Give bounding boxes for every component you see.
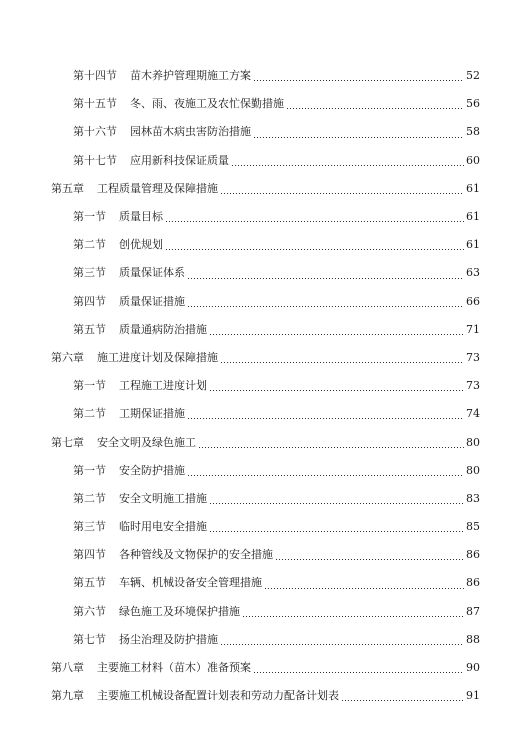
toc-section-entry[interactable] xyxy=(0,626,529,654)
toc-entry-number: 第十六节 xyxy=(73,125,117,139)
toc-entry-title: 安全文明施工措施 xyxy=(119,491,207,505)
toc-entry-title: 创优规划 xyxy=(119,238,163,252)
toc-entry-page-number: 80 xyxy=(466,463,480,477)
toc-entry-title: 质量保证措施 xyxy=(119,294,185,308)
dot-leader xyxy=(165,249,464,250)
toc-section-entry[interactable] xyxy=(0,569,529,597)
toc-entry-number: 第八章 xyxy=(51,661,84,675)
toc-entry-title: 工程施工进度计划 xyxy=(119,379,207,393)
toc-chapter-entry[interactable] xyxy=(0,654,529,682)
toc-entry-number: 第二节 xyxy=(73,238,106,252)
dot-leader xyxy=(286,108,464,109)
toc-section-entry[interactable] xyxy=(0,598,529,626)
toc-entry-page-number: 74 xyxy=(466,407,480,421)
dot-leader xyxy=(187,418,464,419)
dot-leader xyxy=(253,672,464,673)
toc-section-entry[interactable] xyxy=(0,400,529,428)
toc-chapter-entry[interactable] xyxy=(0,175,529,203)
dot-leader xyxy=(209,334,464,335)
toc-entry-page-number: 73 xyxy=(466,350,480,364)
toc-entry-title: 工程质量管理及保障措施 xyxy=(97,181,218,195)
toc-section-entry[interactable] xyxy=(0,541,529,569)
toc-entry-number: 第十五节 xyxy=(73,97,117,111)
toc-entry-page-number: 56 xyxy=(466,97,480,111)
toc-section-entry[interactable] xyxy=(0,372,529,400)
toc-entry-page-number: 61 xyxy=(466,181,480,195)
toc-entry-page-number: 73 xyxy=(466,379,480,393)
toc-entry-page-number: 87 xyxy=(466,604,480,618)
toc-entry-number: 第一节 xyxy=(73,463,106,477)
dot-leader xyxy=(209,531,464,532)
toc-section-entry[interactable] xyxy=(0,231,529,259)
toc-entry-title: 安全防护措施 xyxy=(119,463,185,477)
dot-leader xyxy=(220,644,464,645)
toc-entry-title: 质量目标 xyxy=(119,210,163,224)
toc-entry-title: 主要施工机械设备配置计划表和劳动力配备计划表 xyxy=(97,689,339,703)
dot-leader xyxy=(220,362,464,363)
toc-entry-title: 工期保证措施 xyxy=(119,407,185,421)
toc-entry-page-number: 60 xyxy=(466,153,480,167)
dot-leader xyxy=(209,390,464,391)
toc-entry-number: 第四节 xyxy=(73,548,106,562)
toc-entry-title: 车辆、机械设备安全管理措施 xyxy=(119,576,262,590)
dot-leader xyxy=(231,165,464,166)
toc-entry-number: 第七节 xyxy=(73,632,106,646)
toc-entry-number: 第十七节 xyxy=(73,153,117,167)
toc-entry-title: 绿色施工及环境保护措施 xyxy=(119,604,240,618)
toc-entry-number: 第十四节 xyxy=(73,69,117,83)
toc-chapter-entry[interactable] xyxy=(0,682,529,710)
toc-section-entry[interactable] xyxy=(0,62,529,90)
dot-leader xyxy=(187,475,464,476)
dot-leader xyxy=(209,503,464,504)
toc-entry-page-number: 66 xyxy=(466,294,480,308)
toc-section-entry[interactable] xyxy=(0,118,529,146)
toc-entry-number: 第二节 xyxy=(73,491,106,505)
toc-section-entry[interactable] xyxy=(0,203,529,231)
toc-entry-number: 第七章 xyxy=(51,435,84,449)
toc-entry-page-number: 61 xyxy=(466,238,480,252)
toc-entry-number: 第九章 xyxy=(51,689,84,703)
dot-leader xyxy=(242,616,464,617)
toc-section-entry[interactable] xyxy=(0,513,529,541)
toc-entry-page-number: 63 xyxy=(466,266,480,280)
toc-section-entry[interactable] xyxy=(0,147,529,175)
toc-entry-number: 第一节 xyxy=(73,210,106,224)
toc-entry-title: 扬尘治理及防护措施 xyxy=(119,632,218,646)
toc-entry-title: 安全文明及绿色施工 xyxy=(97,435,196,449)
toc-entry-title: 质量通病防治措施 xyxy=(119,322,207,336)
toc-section-entry[interactable] xyxy=(0,485,529,513)
toc-entry-number: 第五节 xyxy=(73,322,106,336)
toc-section-entry[interactable] xyxy=(0,288,529,316)
dot-leader xyxy=(187,278,464,279)
dot-leader xyxy=(253,80,464,81)
toc-entry-page-number: 85 xyxy=(466,520,480,534)
toc-entry-title: 苗木养护管理期施工方案 xyxy=(130,69,251,83)
dot-leader xyxy=(198,447,464,448)
toc-chapter-entry[interactable] xyxy=(0,428,529,456)
dot-leader xyxy=(187,306,464,307)
toc-entry-number: 第五章 xyxy=(51,181,84,195)
dot-leader xyxy=(341,700,464,701)
toc-section-entry[interactable] xyxy=(0,457,529,485)
dot-leader xyxy=(165,221,464,222)
toc-entry-number: 第四节 xyxy=(73,294,106,308)
dot-leader xyxy=(264,588,464,589)
toc-entry-page-number: 71 xyxy=(466,322,480,336)
toc-entry-page-number: 90 xyxy=(466,661,480,675)
toc-section-entry[interactable] xyxy=(0,259,529,287)
toc-entry-title: 临时用电安全措施 xyxy=(119,520,207,534)
toc-section-entry[interactable] xyxy=(0,316,529,344)
toc-entry-page-number: 86 xyxy=(466,576,480,590)
dot-leader xyxy=(253,137,464,138)
table-of-contents xyxy=(0,62,529,710)
toc-entry-page-number: 61 xyxy=(466,210,480,224)
toc-entry-title: 质量保证体系 xyxy=(119,266,185,280)
toc-entry-page-number: 58 xyxy=(466,125,480,139)
toc-entry-number: 第一节 xyxy=(73,379,106,393)
toc-entry-number: 第三节 xyxy=(73,520,106,534)
dot-leader xyxy=(220,193,464,194)
toc-entry-number: 第五节 xyxy=(73,576,106,590)
toc-entry-page-number: 83 xyxy=(466,491,480,505)
toc-entry-number: 第三节 xyxy=(73,266,106,280)
toc-entry-number: 第六章 xyxy=(51,350,84,364)
toc-entry-page-number: 91 xyxy=(466,689,480,703)
toc-entry-title: 冬、雨、夜施工及农忙保勤措施 xyxy=(130,97,284,111)
toc-entry-title: 应用新科技保证质量 xyxy=(130,153,229,167)
toc-entry-page-number: 80 xyxy=(466,435,480,449)
toc-section-entry[interactable] xyxy=(0,90,529,118)
toc-entry-title: 园林苗木病虫害防治措施 xyxy=(130,125,251,139)
toc-entry-page-number: 52 xyxy=(466,69,480,83)
toc-entry-title: 主要施工材料（苗木）准备预案 xyxy=(97,661,251,675)
toc-chapter-entry[interactable] xyxy=(0,344,529,372)
toc-entry-title: 施工进度计划及保障措施 xyxy=(97,350,218,364)
toc-entry-page-number: 88 xyxy=(466,632,480,646)
toc-entry-number: 第二节 xyxy=(73,407,106,421)
toc-entry-number: 第六节 xyxy=(73,604,106,618)
toc-entry-title: 各种管线及文物保护的安全措施 xyxy=(119,548,273,562)
dot-leader xyxy=(275,559,464,560)
toc-entry-page-number: 86 xyxy=(466,548,480,562)
